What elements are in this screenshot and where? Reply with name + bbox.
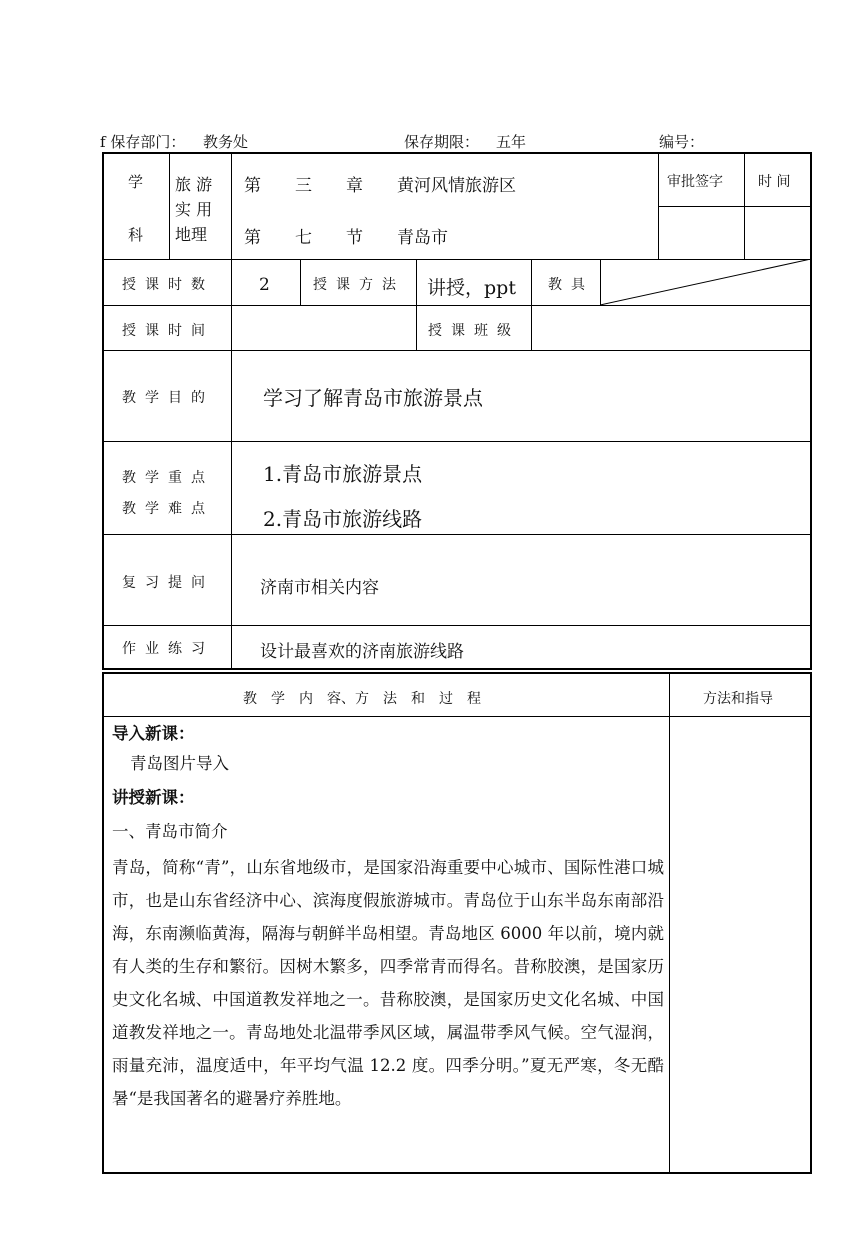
dept-value: 教务处 bbox=[203, 133, 249, 151]
difficulty-label: 教学难点 bbox=[122, 501, 214, 517]
intro-text: 青岛图片导入 bbox=[130, 754, 229, 773]
empty-cell-diagonal bbox=[600, 259, 811, 305]
guide-header: 方法和指导 bbox=[703, 691, 773, 707]
objective-label: 教学目的 bbox=[122, 390, 214, 406]
review-value: 济南市相关内容 bbox=[260, 578, 379, 598]
homework-label: 作业练习 bbox=[122, 641, 214, 657]
section-title: 第 七 节 青岛市 bbox=[244, 228, 448, 248]
subject-value: 旅 游 实 用 地理 bbox=[175, 175, 213, 244]
review-label: 复习提问 bbox=[122, 575, 214, 591]
hours-value: 2 bbox=[259, 275, 270, 295]
homework-value: 设计最喜欢的济南旅游线路 bbox=[260, 642, 464, 662]
process-header: 教 学 内 容、方 法 和 过 程 bbox=[243, 691, 481, 707]
keypoint-label: 教学重点 bbox=[122, 470, 214, 486]
teach-heading: 讲授新课： bbox=[112, 788, 195, 807]
process-content bbox=[112, 719, 664, 1115]
period-value: 五年 bbox=[496, 133, 527, 151]
number-label: 编号： bbox=[659, 133, 705, 151]
keypoint-value: 1.青岛市旅游景点 bbox=[263, 462, 423, 486]
intro-paragraph: 青岛，简称“青”，山东省地级市，是国家沿海重要中心城市、国际性港口城市，也是山东省经济中心、滨海度假旅游城市。青岛位于山东半岛东南部沿海，东南濒临黄海，隔海与朝鲜半岛相望。青岛地区 6000 年以前，境内就有人类的生存和繁衍。因树木繁多，四季常青而得名。昔称胶澳，是国家历史文化名城、中国道教发祥地之一。昔称胶澳，是国家历史文化名城、中国道教发祥地之一。青岛地处北温带季风区域，属温带季风气候。空气湿润，雨量充沛，温度适中，年平均气温 12.2 度。四季分明。”夏无严寒，冬无酷暑“是我国著名的避暑疗养胜地。 bbox=[112, 858, 664, 1108]
date-label: 授课时间 bbox=[122, 323, 214, 339]
tools-label: 教具 bbox=[548, 277, 594, 293]
objective-value: 学习了解青岛市旅游景点 bbox=[263, 386, 483, 410]
approval-label: 审批签字 bbox=[667, 174, 723, 190]
section-heading: 一、青岛市简介 bbox=[112, 822, 228, 841]
dept-label: f 保存部门： bbox=[100, 133, 186, 151]
time-label: 时 间 bbox=[758, 174, 791, 190]
intro-heading: 导入新课： bbox=[112, 724, 195, 743]
method-value: 讲授，ppt bbox=[427, 277, 516, 299]
difficulty-value: 2.青岛市旅游线路 bbox=[263, 507, 423, 531]
hours-label: 授课时数 bbox=[122, 277, 214, 293]
subject-label-1: 学 bbox=[128, 173, 144, 191]
class-label: 授课班级 bbox=[428, 323, 520, 339]
subject-label-2: 科 bbox=[128, 226, 144, 244]
chapter-title: 第 三 章 黄河风情旅游区 bbox=[244, 176, 516, 196]
period-label: 保存期限： bbox=[404, 133, 480, 151]
method-label: 授课方法 bbox=[313, 277, 405, 293]
